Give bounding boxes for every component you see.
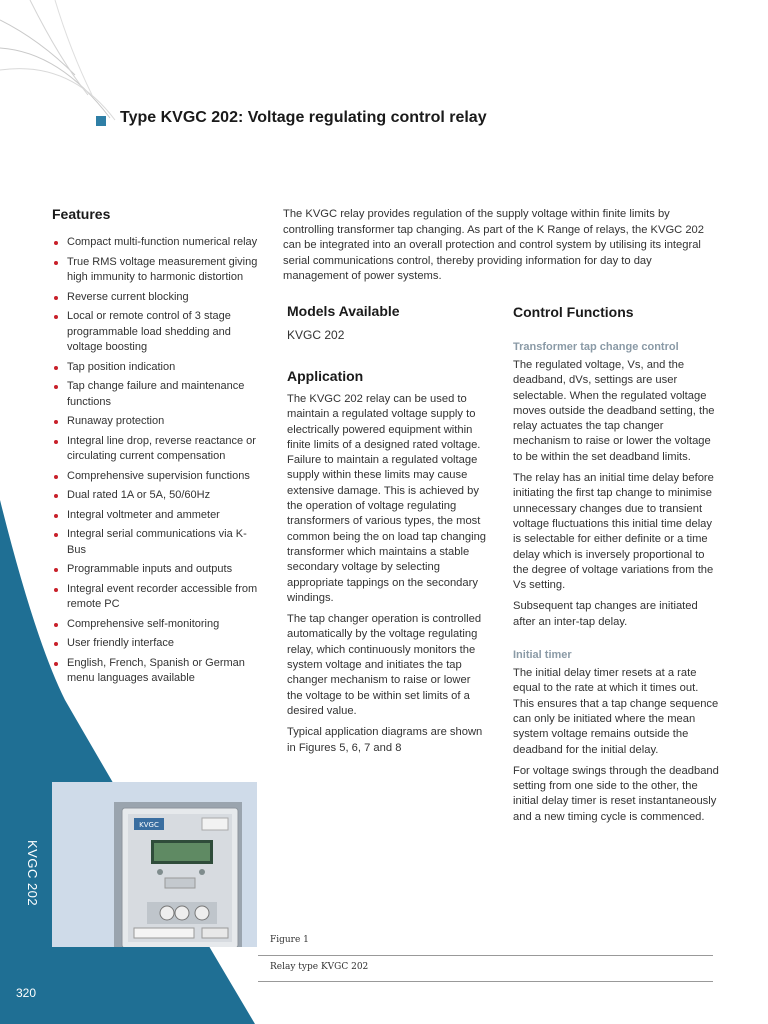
feature-item: User friendly interface	[52, 636, 262, 652]
control-functions-heading: Control Functions	[513, 304, 634, 320]
feature-item: Runaway protection	[52, 414, 262, 430]
page-title: Type KVGC 202: Voltage regulating control relay	[120, 109, 487, 126]
feature-item: Reverse current blocking	[52, 290, 262, 306]
right-column	[513, 304, 719, 831]
page-number: 320	[16, 986, 37, 1000]
feature-item: True RMS voltage measurement giving high immunity to harmonic distortion	[52, 255, 262, 286]
feature-item: Integral line drop, reverse reactance or circulating current compensation	[52, 434, 262, 465]
control-paragraph: The relay has an initial time delay before initiating the first tap change to minimise unnecessary changes due to transient voltage fluctuations this initial time delay is selectable for either definite or a time delay which is inversely proportional to the degree of voltage variations from the Vs setting.	[513, 472, 714, 592]
side-product-label	[18, 840, 48, 930]
feature-item: Tap change failure and maintenance functions	[52, 379, 262, 410]
figure-divider	[258, 955, 713, 956]
features-heading: Features	[52, 206, 111, 222]
initial-timer-subheading: Initial timer	[513, 649, 572, 662]
models-text: KVGC 202	[287, 328, 345, 342]
application-paragraph: Typical application diagrams are shown in Figures 5, 6, 7 and 8	[287, 726, 483, 754]
control-paragraph: Subsequent tap changes are initiated after an inter-tap delay.	[513, 600, 698, 628]
feature-item: Programmable inputs and outputs	[52, 562, 262, 578]
intro-paragraph: The KVGC relay provides regulation of the supply voltage within finite limits by controlling transformer tap changing. As part of the K Range of relays, the KVGC 202 can be integrated into an overall protection and control system by utilising its integral serial communications control, thereby providing information for day to day management of power systems.	[283, 208, 705, 283]
side-product-text: KVGC 202	[25, 840, 40, 907]
application-heading: Application	[287, 368, 364, 384]
tap-change-subheading: Transformer tap change control	[513, 341, 679, 353]
control-paragraph: For voltage swings through the deadband setting from one side to the other, the initial delay timer is reset instantaneously and a new timing cycle is commenced.	[513, 764, 719, 823]
feature-item: Integral serial communications via K-Bus	[52, 527, 262, 558]
feature-item: Compact multi-function numerical relay	[52, 235, 262, 251]
figure-caption: Relay type KVGC 202	[270, 962, 369, 972]
models-heading: Models Available	[287, 303, 400, 319]
relay-device-illustration	[52, 782, 257, 947]
feature-item: Integral event recorder accessible from remote PC	[52, 582, 262, 613]
decorative-swoosh	[0, 48, 110, 118]
feature-item: English, French, Spanish or German menu languages available	[52, 656, 262, 687]
title-bullet	[96, 116, 106, 126]
relay-photo	[52, 782, 257, 947]
feature-item: Integral voltmeter and ammeter	[52, 508, 262, 524]
feature-item: Tap position indication	[52, 360, 262, 376]
middle-column	[287, 303, 487, 762]
feature-item: Local or remote control of 3 stage programmable load shedding and voltage boosting	[52, 309, 262, 356]
feature-item: Comprehensive self-monitoring	[52, 617, 262, 633]
control-paragraph: The regulated voltage, Vs, and the deadband, dVs, settings are user selectable. When the regulated voltage moves outside the deadband setting, the relay actuates the tap changer mechanism to raise or lower the voltage to be within the set deadband limits.	[513, 359, 715, 463]
feature-item: Dual rated 1A or 5A, 50/60Hz	[52, 488, 262, 504]
feature-item: Comprehensive supervision functions	[52, 469, 262, 485]
application-paragraph: The KVGC 202 relay can be used to maintain a regulated voltage supply to electrically powered equipment within finite limits of a designed rated voltage. Failure to maintain a regulated voltage supply within these limits may cause extensive damage. This is achieved by the operation of voltage regulating transformers of various types, the most common being the on load tap changing transformer which maintains a stable secondary voltage by selecting appropriate tappings on the secondary windings.	[287, 393, 487, 604]
application-paragraph: The tap changer operation is controlled automatically by the voltage regulating relay, which continuously monitors the system voltage and initiates the tap changer mechanism to raise or lower the voltage to be within set limits of a desired value.	[287, 613, 482, 717]
figure-label: Figure 1	[270, 935, 309, 945]
figure-divider	[258, 981, 713, 982]
decorative-swoosh	[55, 0, 92, 95]
control-paragraph: The initial delay timer resets at a rate equal to the rate at which it times out. This ensures that a tap change sequence can only be initiated where the mean system voltage remains outside the deadband for the initial delay.	[513, 667, 719, 756]
decorative-swoosh	[0, 69, 115, 120]
features-list	[52, 235, 262, 691]
device-brand-label: KVGC	[139, 821, 159, 829]
